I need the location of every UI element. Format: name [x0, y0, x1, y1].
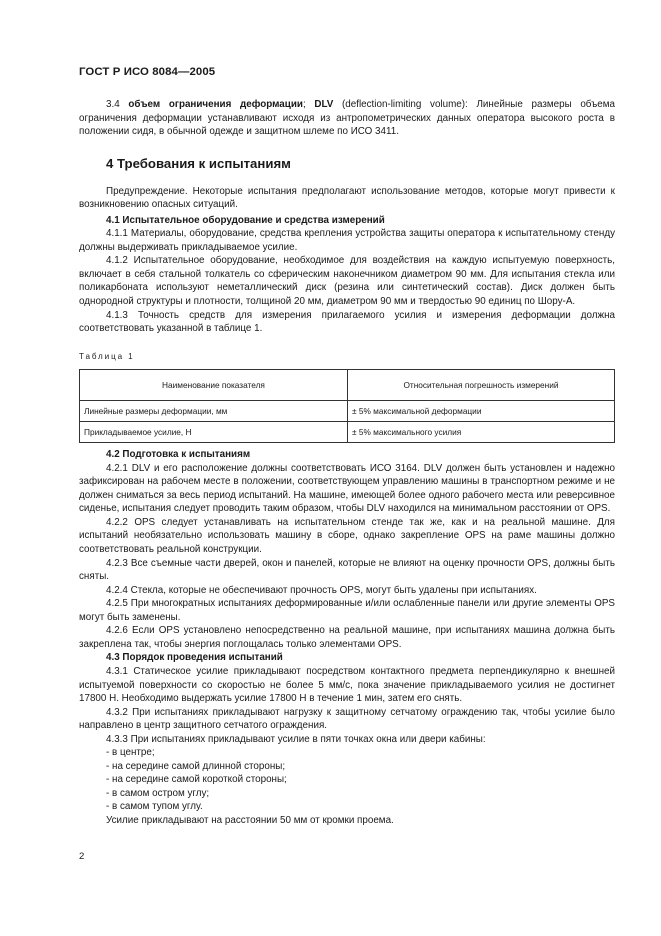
- table-row: [80, 401, 615, 422]
- paragraph-4-3-1: 4.3.1 Статическое усилие прикладывают посредством контактного предмета перпендикулярно к внешней испытуемой поверхности со скоростью не более 5 мм/с, пока значение прикладываемого усилия не достигнет 17800 Н. Необходимо выдержать усилие 17800 Н в течение 1 мин, затем его снять.: [79, 665, 615, 705]
- list-item: - на середине самой короткой стороны;: [106, 774, 287, 786]
- paragraph-4-2-2: 4.2.2 OPS следует устанавливать на испытательном стенде так же, как и на реальной машине. Для испытаний необязательно использовать машину в сборе, однако закрепление OPS на раме машины должно соответствовать реальной конструкции.: [79, 516, 615, 556]
- paragraph-4-1-1: 4.1.1 Материалы, оборудование, средства крепления устройства защиты оператора к испытательному стенду должны выдерживать прикладываемое усилие.: [79, 228, 615, 253]
- table-cell: ± 5% максимальной деформации: [348, 401, 615, 422]
- table-header-cell: Наименование показателя: [80, 370, 348, 401]
- definition-text: (deflection-limiting volume): Линейные размеры объема ограничения деформации устанавливают исходя из антропометрических данных оператора высокого роста в положении сидя, в обычной одежде и защитном шлеме по ИСО 3411.: [79, 99, 615, 138]
- paragraph-4-2-5: 4.2.5 При многократных испытаниях деформированные и/или ослабленные панели или другие элементы OPS могут быть заменены.: [79, 598, 615, 623]
- subsection-4-3-title: 4.3 Порядок проведения испытаний: [106, 652, 283, 664]
- paragraph-4-3-2: 4.3.2 При испытаниях прикладывают нагрузку к защитному сетчатому ограждению так, чтобы усилие было направлено в центр защитного сетчатого ограждения.: [79, 706, 615, 732]
- table-cell: Прикладываемое усилие, Н: [80, 422, 348, 443]
- definition-3-4: [79, 98, 615, 139]
- paragraph-4-2-4: 4.2.4 Стекла, которые не обеспечивают прочность OPS, могут быть удалены при испытаниях.: [106, 584, 537, 596]
- paragraph-4-1-2: 4.1.2 Испытательное оборудование, необходимое для воздействия на каждую испытуемую поверхность, включает в себя стальной толкатель со сферическим наконечником диаметром 90 мм. Для испытания стекла или поликарбоната используют неметаллический диск (резина или синтетический состав). Диск должен быть однородной структуры и плотности, толщиной 20 мм, диаметром 90 мм и твердостью 90 единиц по Шору-А.: [79, 255, 615, 308]
- table-cell: Линейные размеры деформации, мм: [80, 401, 348, 422]
- subsection-4-1-title: 4.1 Испытательное оборудование и средства измерений: [106, 214, 385, 226]
- paragraph-4-3-3: 4.3.3 При испытаниях прикладывают усилие в пяти точках окна или двери кабины:: [106, 733, 486, 745]
- definition-number: 3.4: [106, 99, 129, 110]
- definition-term: объем ограничения деформации: [128, 99, 303, 110]
- definition-abbr: DLV: [314, 99, 334, 110]
- paragraph-4-2-3: 4.2.3 Все съемные части дверей, окон и панелей, которые не влияют на оценку прочности OPS, должны быть сняты.: [79, 557, 615, 583]
- list-item: - на середине самой длинной стороны;: [106, 760, 286, 772]
- warning-paragraph: Предупреждение. Некоторые испытания предполагают использование методов, которые могут привести к возникновению опасных ситуаций.: [79, 185, 615, 211]
- subsection-4-2-title: 4.2 Подготовка к испытаниям: [106, 449, 251, 461]
- list-item: - в центре;: [106, 747, 155, 759]
- list-item: - в самом остром углу;: [106, 787, 210, 799]
- paragraph-4-3-3-closing: Усилие прикладывают на расстоянии 50 мм от кромки проема.: [106, 814, 394, 826]
- table-row: [80, 422, 615, 443]
- table-header-cell: Относительная погрешность измерений: [348, 370, 615, 401]
- list-item: - в самом тупом углу.: [106, 801, 203, 813]
- page-header: ГОСТ Р ИСО 8084—2005: [79, 66, 216, 78]
- paragraph-4-1-3: 4.1.3 Точность средств для измерения прилагаемого усилия и измерения деформации должна соответствовать указанной в таблице 1.: [79, 309, 615, 335]
- page-content: [79, 98, 615, 828]
- table-header-row: [80, 370, 615, 401]
- paragraph-4-2-6: 4.2.6 Если OPS установлено непосредственно на реальной машине, при испытаниях машина должна быть закреплена так, чтобы энергия поглощалась только элементами OPS.: [79, 625, 615, 650]
- table-cell: ± 5% максимального усилия: [348, 422, 615, 443]
- definition-separator: ;: [302, 99, 315, 110]
- table-caption: Таблица 1: [79, 351, 135, 361]
- table-1: [79, 369, 615, 443]
- page-number: 2: [79, 851, 85, 862]
- section-4-title: 4 Требования к испытаниям: [106, 155, 291, 171]
- paragraph-4-2-1: 4.2.1 DLV и его расположение должны соответствовать ИСО 3164. DLV должен быть установлен и надежно зафиксирован на рабочем месте в положении, соответствующем управлению машины в транспортном режиме и не должен сниматься за весь период испытаний. На машине, имеющей более одного рабочего места или реверсивное сиденье, испытания следует проводить таким образом, чтобы DLV находился на минимальном расстоянии от OPS.: [79, 462, 615, 515]
